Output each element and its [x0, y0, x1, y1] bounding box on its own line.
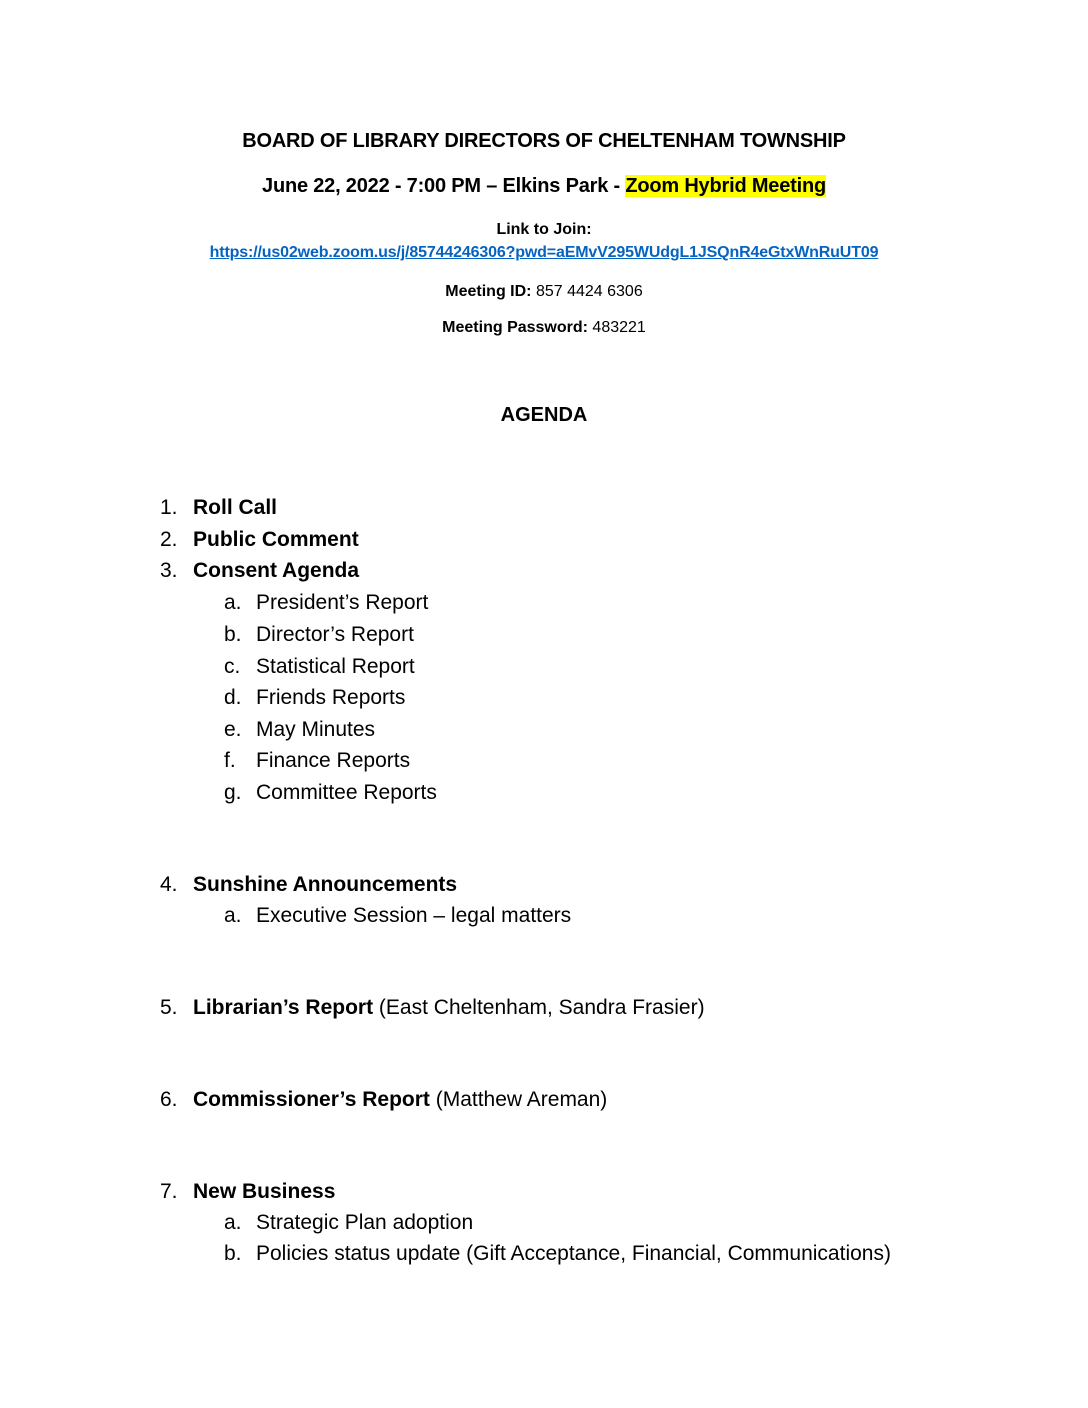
agenda-subitem-letter: b. — [224, 1242, 242, 1265]
agenda-item-number: 7. — [160, 1180, 178, 1203]
agenda-subitem-letter: a. — [224, 1211, 242, 1234]
agenda-item-label: Consent Agenda — [193, 559, 360, 582]
agenda-item-line — [193, 995, 705, 1021]
agenda-subitem-letter: f. — [224, 749, 236, 772]
agenda-subitem-letter: b. — [224, 623, 242, 646]
agenda-item-label: Public Comment — [193, 528, 359, 551]
agenda-item-number: 3. — [160, 559, 178, 582]
meeting-id-label: Meeting ID: — [445, 283, 532, 300]
agenda-subitem-label: Committee Reports — [256, 781, 437, 804]
agenda-subitem-label: Statistical Report — [256, 655, 415, 678]
agenda-item-number: 6. — [160, 1088, 178, 1111]
agenda-item-label: Roll Call — [193, 496, 278, 519]
agenda-subitem-letter: c. — [224, 655, 241, 678]
agenda-heading: AGENDA — [500, 404, 588, 426]
zoom-join-link[interactable]: https://us02web.zoom.us/j/85744246306?pwd=aEMvV295WUdgL1JSQnR4eGtxWnRuUT09 — [209, 244, 879, 261]
agenda-item-number: 5. — [160, 996, 178, 1019]
agenda-subitem-label: President’s Report — [256, 591, 429, 614]
agenda-subitem-letter: d. — [224, 686, 242, 709]
agenda-subitem-label: Friends Reports — [256, 686, 406, 709]
meeting-password-value: 483221 — [587, 319, 646, 336]
agenda-subitem-label: Policies status update (Gift Acceptance, Financial, Communications) — [256, 1242, 891, 1265]
meeting-date-line — [0, 175, 1088, 198]
agenda-item-label: Librarian’s Report — [193, 996, 374, 1019]
agenda-subitem-label: Executive Session – legal matters — [256, 904, 572, 927]
document-title: BOARD OF LIBRARY DIRECTORS OF CHELTENHAM TOWNSHIP — [242, 130, 846, 152]
meeting-password-line — [0, 319, 1088, 337]
agenda-subitem-letter: g. — [224, 781, 242, 804]
meeting-password-label: Meeting Password: — [442, 319, 588, 336]
agenda-item-label: Sunshine Announcements — [193, 873, 458, 896]
agenda-item-line — [193, 1087, 607, 1113]
agenda-subitem-letter: a. — [224, 591, 242, 614]
agenda-item-number: 1. — [160, 496, 178, 519]
meeting-id-line — [0, 283, 1088, 301]
agenda-item-label: Commissioner’s Report — [193, 1088, 430, 1111]
agenda-item-number: 2. — [160, 528, 178, 551]
agenda-subitem-label: Finance Reports — [256, 749, 411, 772]
agenda-subitem-label: May Minutes — [256, 718, 376, 741]
agenda-item-number: 4. — [160, 873, 178, 896]
agenda-item-detail: (Matthew Areman) — [429, 1088, 608, 1111]
meeting-type-highlight: Zoom Hybrid Meeting — [625, 175, 826, 197]
join-link-label: Link to Join: — [496, 221, 592, 238]
agenda-item-label: New Business — [193, 1180, 336, 1203]
agenda-subitem-letter: a. — [224, 904, 242, 927]
agenda-subitem-letter: e. — [224, 718, 242, 741]
agenda-subitem-label: Director’s Report — [256, 623, 414, 646]
meeting-id-value: 857 4424 6306 — [531, 283, 643, 300]
meeting-date-text: June 22, 2022 - 7:00 PM – Elkins Park - — [262, 175, 626, 197]
agenda-item-detail: (East Cheltenham, Sandra Frasier) — [373, 996, 705, 1019]
agenda-subitem-label: Strategic Plan adoption — [256, 1211, 474, 1234]
